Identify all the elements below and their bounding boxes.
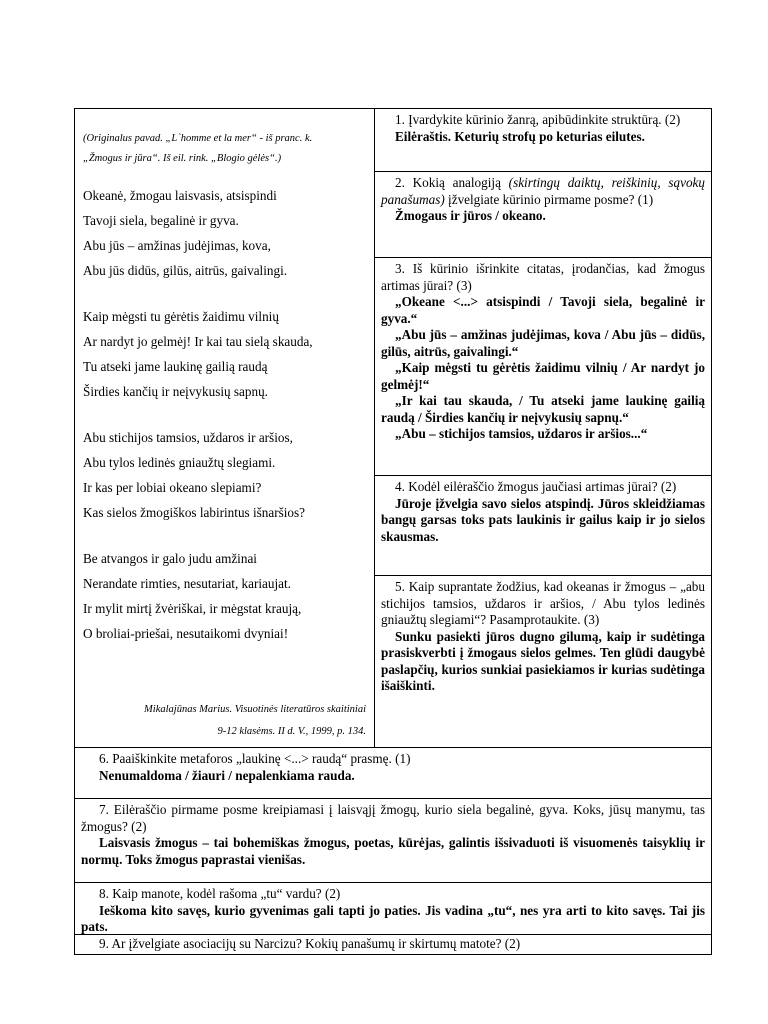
original-title-line: (Originalus pavad. „L`homme et la mer“ - iš pranc. k. <box>83 133 313 144</box>
poem-line: Ir mylit mirtį žvėriškai, ir mėgstat kraują, <box>83 601 302 616</box>
answer-text: Ieškoma kito savęs, kurio gyvenimas gali tapti jo paties. Jis vadina „tu“, nes yra arti to kito savęs. Tai jis pats. <box>81 902 705 934</box>
answer-text: „Abu – stichijos tamsios, uždaros ir aršios...“ <box>395 426 648 441</box>
question-text <box>381 175 705 208</box>
question-text: 5. Kaip suprantate žodžius, kad okeanas ir žmogus – „abu stichijos tamsios, uždaros ir aršios, / Abu tylos ledinės gniaužtų slegiami“? Pasamprotaukite. (3) <box>381 579 705 627</box>
question-row-7 <box>75 799 711 883</box>
source-line: 9-12 klasėms. II d. V., 1999, p. 134. <box>217 726 366 737</box>
original-title-line: „Žmogus ir jūra“. Iš eil. rink. „Blogio gėlės“.) <box>83 153 282 164</box>
question-text: 8. Kaip manote, kodėl rašoma „tu“ vardu? (2) <box>99 886 341 901</box>
poem-stanza <box>83 304 366 404</box>
poem-stanzas <box>83 183 366 646</box>
question-row-6 <box>75 748 711 799</box>
poem-cell <box>75 109 375 747</box>
question-text: 4. Kodėl eilėraščio žmogus jaučiasi artimas jūrai? (2) <box>395 479 677 494</box>
poem-line: Okeanė, žmogau laisvasis, atsispindi <box>83 188 277 203</box>
question-cell-4 <box>375 476 711 576</box>
question-text-italic: (skirtingų daiktų, reiškinių, sąvokų panašumas) <box>381 175 706 207</box>
poem-stanza <box>83 546 366 646</box>
question-text: 3. Iš kūrinio išrinkite citatas, įrodančias, kad žmogus artimas jūrai? (3) <box>381 261 705 293</box>
question-text: 7. Eilėraščio pirmame posme kreipiamasi į laisvąjį žmogų, kurio siela begalinė, gyva. Koks, jūsų manymu, tas žmogus? (2) <box>81 802 705 834</box>
question-cell-3 <box>375 258 711 476</box>
question-text: 6. Paaiškinkite metaforos „laukinę <...> raudą“ prasmę. (1) <box>99 751 411 766</box>
question-cell-5 <box>375 576 711 747</box>
answer-text: „Abu jūs – amžinas judėjimas, kova / Abu jūs – didūs, gilūs, aitrūs, gaivalingi.“ <box>381 327 705 359</box>
answer-text: Sunku pasiekti jūros dugno gilumą, kaip ir sudėtinga prasiskverbti į žmogaus sielos gelmes. Ten glūdi daugybė paslapčių, kurios sunkiai pasiekiamos ir kurias sudėtinga išaiškinti. <box>381 628 705 693</box>
question-cell-1 <box>375 109 711 172</box>
original-title-note <box>83 129 366 169</box>
answer-text: Laisvasis žmogus – tai bohemiškas žmogus, poetas, kūrėjas, galintis išsivaduoti iš visuomenės taisyklių ir normų. Toks žmogus paprastai vienišas. <box>81 835 705 867</box>
poem-line: Ar nardyt jo gelmėj! Ir kai tau sielą skauda, <box>83 334 313 349</box>
question-text: 9. Ar įžvelgiate asociacijų su Narcizu? Kokių panašumų ir skirtumų matote? (2) <box>99 936 521 951</box>
poem-line: Ir kas per lobiai okeano slepiami? <box>83 480 262 495</box>
poem-line: Širdies kančių ir neįvykusių sapnų. <box>83 384 268 399</box>
poem-stanza <box>83 425 366 525</box>
answer-text: Eilėraštis. Keturių strofų po keturias eilutes. <box>395 128 645 144</box>
answer-text: Jūroje įžvelgia savo sielos atspindį. Jūros skleidžiamas bangų garsas toks pats laukinis ir gailus kaip ir jo sielos skausmas. <box>381 495 705 544</box>
poem-line: Kaip mėgsti tu gėrėtis žaidimu vilnių <box>83 309 279 324</box>
answer-text: „Ir kai tau skauda, / Tu atseki jame laukinę gailią raudą / Širdies kančių ir neįvykusių sapnų.“ <box>381 393 705 425</box>
poem-line: Tavoji siela, begalinė ir gyva. <box>83 213 239 228</box>
top-row <box>75 109 711 748</box>
poem-line: Abu jūs didūs, gilūs, aitrūs, gaivalingi. <box>83 263 288 278</box>
answer-text: „Kaip mėgsti tu gėrėtis žaidimu vilnių / Ar nardyt jo gelmėj!“ <box>381 360 705 392</box>
source-line: Mikalajūnas Marius. Visuotinės literatūros skaitiniai <box>144 704 366 715</box>
poem-source <box>144 699 366 743</box>
poem-line: Be atvangos ir galo judu amžinai <box>83 551 257 566</box>
poem-stanza <box>83 183 366 283</box>
question-text-part: įžvelgiate kūrinio pirmame posme? (1) <box>444 191 654 207</box>
answer-text: Nenumaldoma / žiauri / nepalenkiama rauda. <box>99 767 355 783</box>
poem-line: Kas sielos žmogiškos labirintus išnaršios? <box>83 505 305 520</box>
worksheet-table <box>74 108 712 955</box>
poem-line: O broliai-priešai, nesutaikomi dvyniai! <box>83 626 289 641</box>
answer-text: „Okeane <...> atsispindi / Tavoji siela, begalinė ir gyva.“ <box>381 294 705 326</box>
question-cell-2 <box>375 172 711 258</box>
poem-line: Nerandate rimties, nesutariat, kariaujat. <box>83 576 291 591</box>
question-text: 1. Įvardykite kūrinio žanrą, apibūdinkite struktūrą. (2) <box>395 112 681 127</box>
poem-line: Tu atseki jame laukinę gailią raudą <box>83 359 268 374</box>
question-row-8 <box>75 883 711 935</box>
questions-column <box>375 109 711 747</box>
poem-line: Abu jūs – amžinas judėjimas, kova, <box>83 238 271 253</box>
question-text-part: 2. Kokią analogiją <box>395 175 509 190</box>
poem-line: Abu stichijos tamsios, uždaros ir aršios, <box>83 430 293 445</box>
answer-text: Žmogaus ir jūros / okeano. <box>395 208 546 223</box>
question-row-9 <box>75 935 711 954</box>
poem-line: Abu tylos ledinės gniaužtų slegiami. <box>83 455 276 470</box>
